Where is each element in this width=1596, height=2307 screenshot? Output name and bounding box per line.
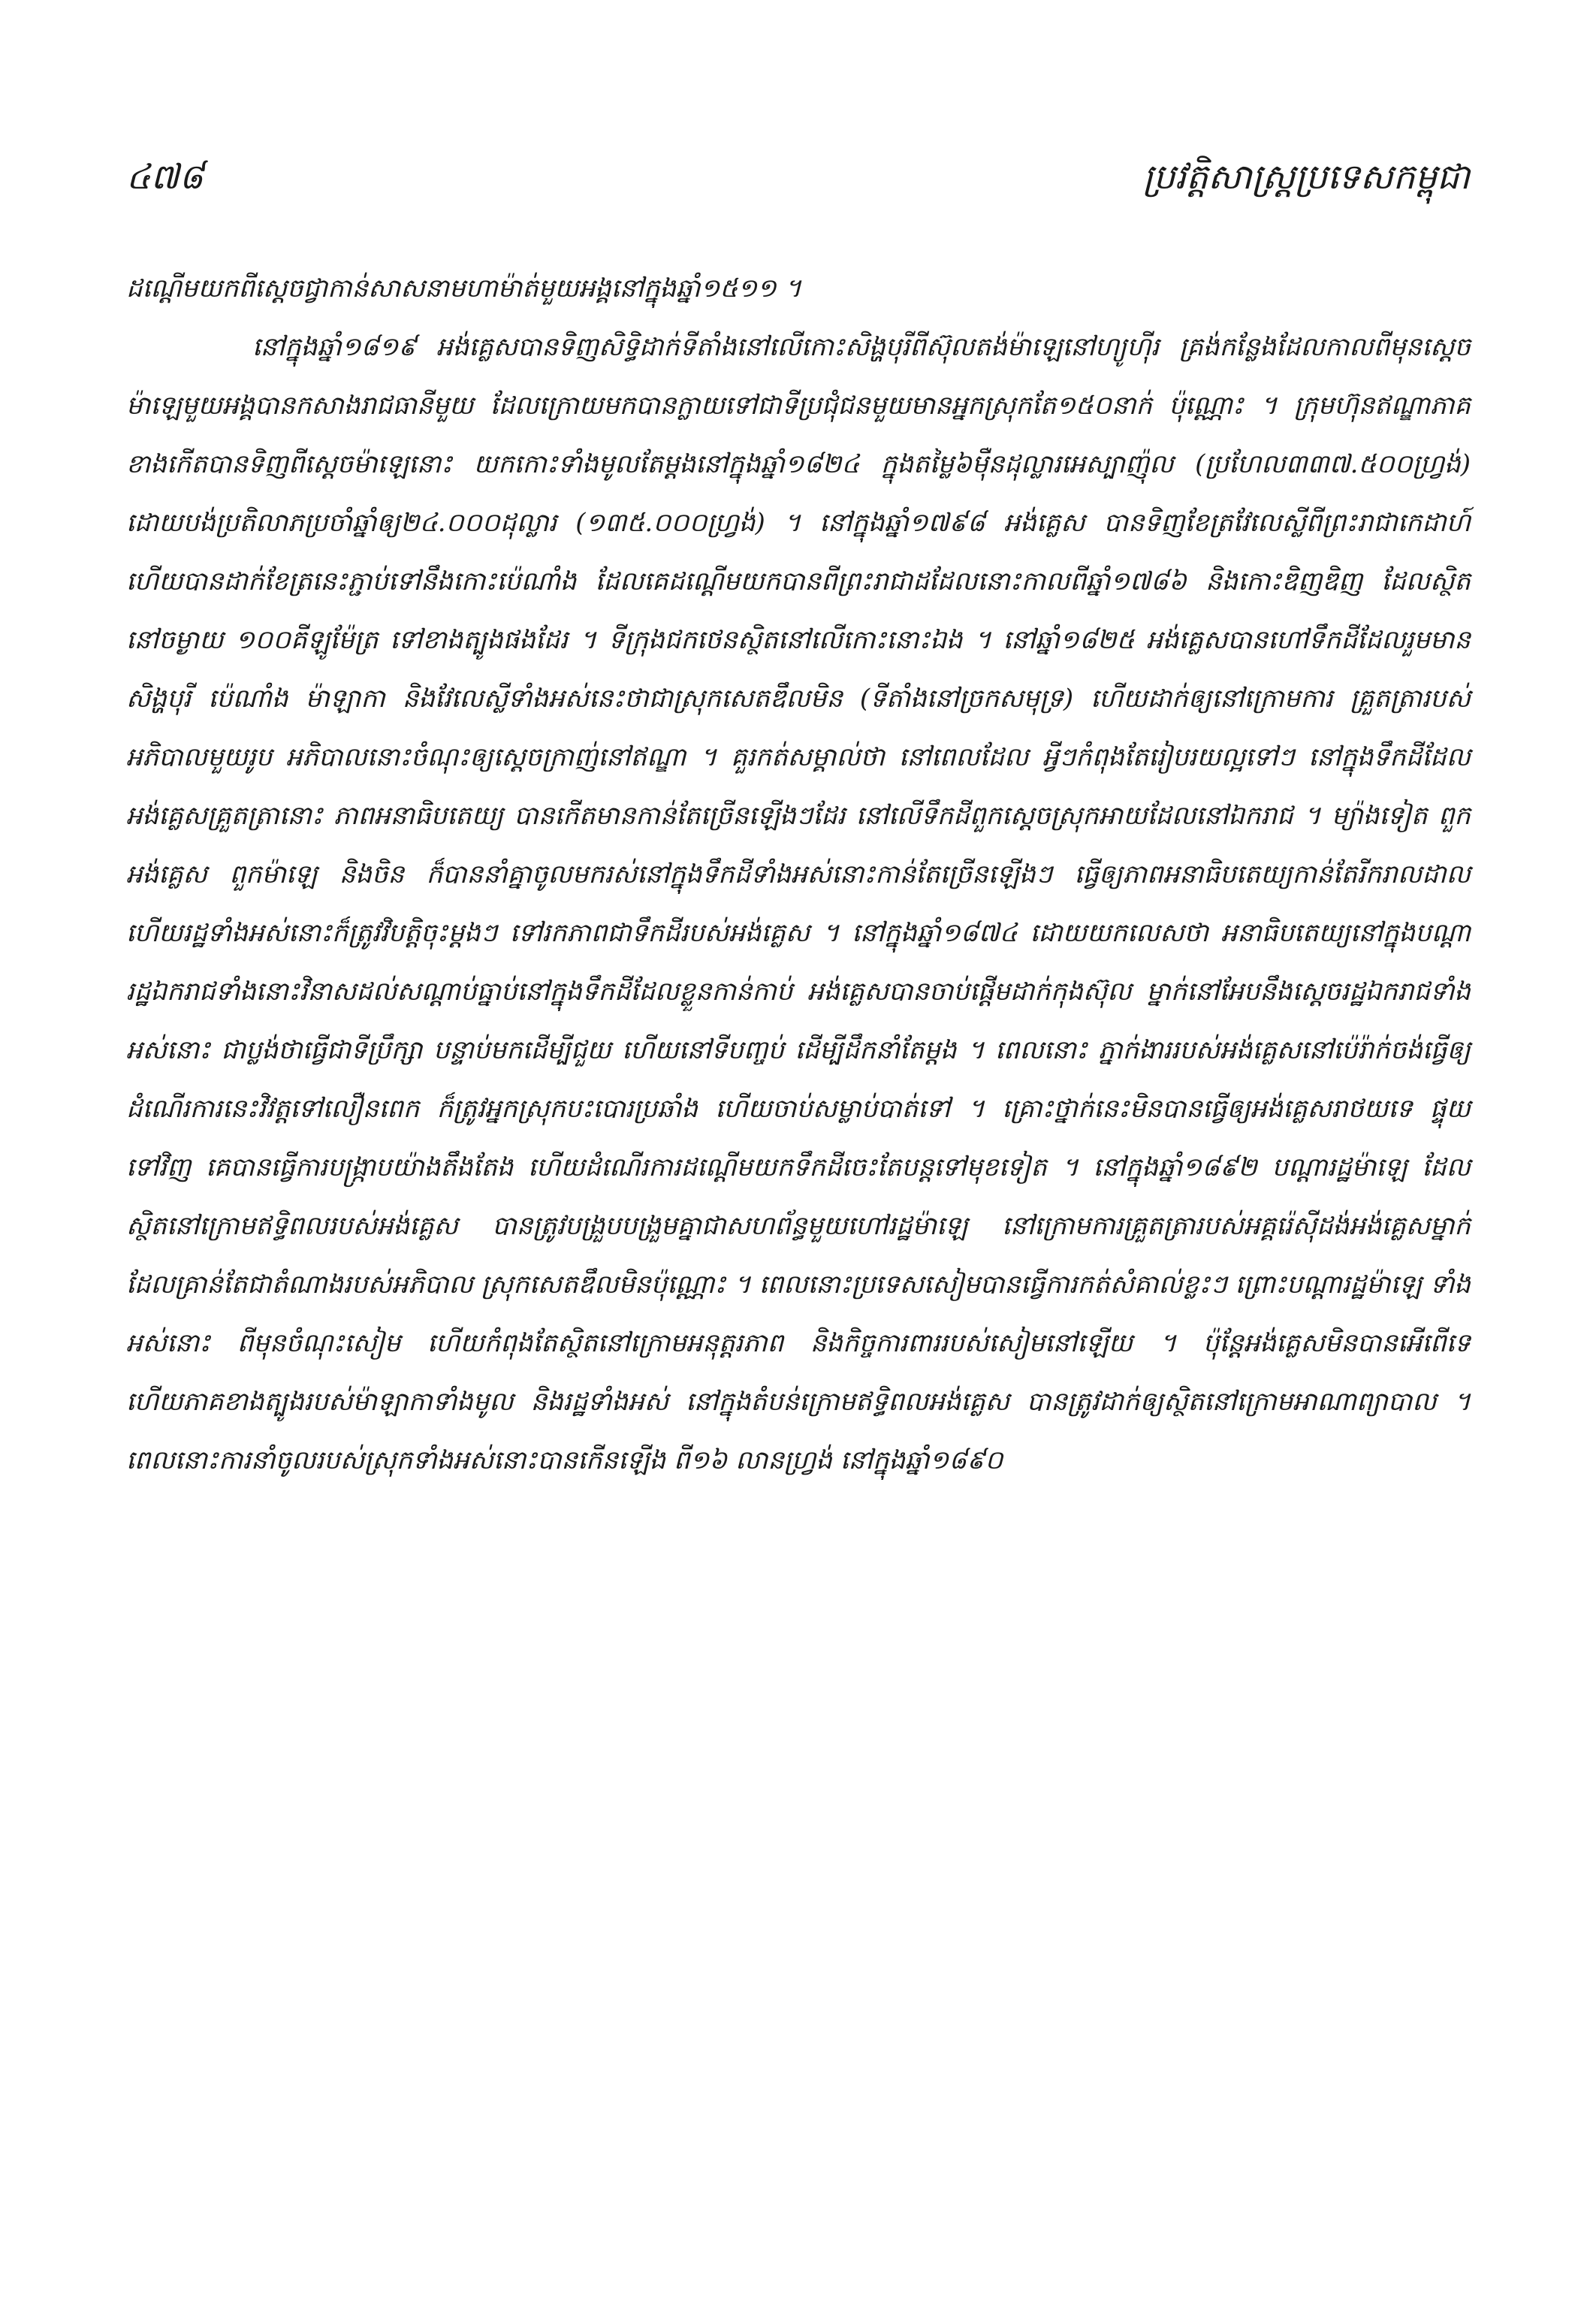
paragraph: នៅក្នុងឆ្នាំ១៨១៩ អង់គ្លេសបានទិញសិទ្ធិដាក់ទីតាំងនៅលើកោះសិង្ហបុរីពីស៊ុលតង់ម៉ាឡេនៅហ្យូហ៊ីរ គ្រង់កន្លែងដែលកាលពីមុនស្ដេចម៉ាឡេមួយអង្គបានកសាងរាជធានីមួយ ដែលក្រោយមកបានក្លាយទៅជាទីប្រជុំជនមួយមានអ្នកស្រុកតែ១៥០នាក់ ប៉ុណ្ណោះ ។ ក្រុមហ៊ុនឥណ្ឌាភាគខាងកើតបានទិញពីស្ដេចម៉ាឡេនោះ យកកោះទាំងមូលតែម្ដងនៅក្នុងឆ្នាំ១៨២៤ ក្នុងតម្លៃ៦ម៉ឺនដុល្លារអេស្បាញ៉ុល (ប្រហែល៣៣៧.៥០០ហ្វ្រង់) ដោយបង់ប្រតិលាភប្រចាំឆ្នាំឲ្យ២៤.០០០ដុល្លារ (១៣៥.០០០ហ្វ្រង់) ។ នៅក្នុងឆ្នាំ១៧៩៨ អង់គ្លេស បានទិញខែត្រវែលេស្លីពីព្រះរាជាកេដាហ៍ ហើយបានដាក់ខែត្រនេះភ្ជាប់ទៅនឹងកោះប៉េណាំង ដែលគេដណ្ដើមយកបានពីព្រះរាជាដដែលនោះកាលពីឆ្នាំ១៧៨៦ និងកោះឌិញឌិញ ដែលស្ថិតនៅចម្ងាយ ១០០គីឡូម៉ែត្រ ទៅខាងត្បូងផងដែរ ។ ទីក្រុងជកថេនស្ថិតនៅលើកោះនោះឯង ។ នៅឆ្នាំ១៨២៥ អង់គ្លេសបានហៅទឹកដីដែលរួមមាន សិង្ហបុរី ប៉េណាំង ម៉ាឡាកា និងវែលេស្លីទាំងអស់នេះថាជាស្រុកសេតឌឹលមិន (ទីតាំងនៅច្រកសមុទ្រ) ហើយដាក់ឲ្យនៅក្រោមការ គ្រួតត្រារបស់អភិបាលមួយរូប អភិបាលនោះចំណុះឲ្យស្ដេចក្រាញ់នៅឥណ្ឌា ។ គួរកត់សម្គាល់ថា នៅពេលដែល អ្វីៗកំពុងតែរៀបរយល្អទៅៗ នៅក្នុងទឹកដីដែលអង់គ្លេសគ្រួតត្រានោះ ភាពអនាធិបតេយ្យ បានកើតមានកាន់តែច្រើនឡើងៗដែរ នៅលើទឹកដីពួកស្ដេចស្រុកអាយដែលនៅឯករាជ ។ ម្យ៉ាងទៀត ពួកអង់គ្លេស ពួកម៉ាឡេ និងចិន ក៏បាននាំគ្នាចូលមករស់នៅក្នុងទឹកដីទាំងអស់នោះកាន់តែច្រើនឡើងៗ ធ្វើឲ្យភាពអនាធិបតេយ្យកាន់តែរីករាលដាល ហើយរដ្ឋទាំងអស់នោះក៏ត្រូវវិបត្តិចុះម្ដងៗ ទៅរកភាពជាទឹកដីរបស់អង់គ្លេស ។ នៅក្នុងឆ្នាំ១៨៧៤ ដោយយកលេសថា អនាធិបតេយ្យនៅក្នុងបណ្ដារដ្ឋឯករាជទាំងនោះវិនាសដល់សណ្ដាប់ធ្នាប់នៅក្នុងទឹកដីដែលខ្លួនកាន់កាប់ អង់គ្លេសបានចាប់ផ្ដើមដាក់កុងស៊ុល ម្នាក់នៅអែបនឹងស្ដេចរដ្ឋឯករាជទាំងអស់នោះ ជាប្លង់ថាធ្វើជាទីប្រឹក្សា បន្ទាប់មកដើម្បីជួយ ហើយនៅទីបញ្ចប់ ដើម្បីដឹកនាំតែម្ដង ។ ពេលនោះ ភ្នាក់ងាររបស់អង់គ្លេសនៅប៉េរ៉ាក់ចង់ធ្វើឲ្យដំណើរការនេះវិវត្តទៅលឿនពេក ក៏ត្រូវអ្នកស្រុកបះបោរប្រឆាំង ហើយចាប់សម្លាប់បាត់ទៅ ។ គ្រោះថ្នាក់នេះមិនបានធ្វើឲ្យអង់គ្លេសរាថយទេ ផ្ទុយទៅវិញ គេបានធ្វើការបង្ក្រាបយ៉ាងតឹងតែង ហើយដំណើរការដណ្ដើមយកទឹកដីចេះតែបន្តទៅមុខទៀត ។ នៅក្នុងឆ្នាំ១៨៩២ បណ្ដារដ្ឋម៉ាឡេ ដែលស្ថិតនៅក្រោមឥទ្ធិពលរបស់អង់គ្លេស បានត្រូវបង្រួបបង្រួមគ្នាជាសហព័ន្ធមួយហៅរដ្ឋម៉ាឡេ នៅក្រោមការគ្រួតត្រារបស់អគ្គរ៉េស៊ីដង់អង់គ្លេសម្នាក់ ដែលគ្រាន់តែជាតំណាងរបស់អភិបាល ស្រុកសេតឌឹលមិនប៉ុណ្ណោះ ។ ពេលនោះប្រទេសសៀមបានធ្វើការកត់សំគាល់ខ្លះៗ ព្រោះបណ្ដារដ្ឋម៉ាឡេ ទាំងអស់នោះ ពីមុនចំណុះសៀម ហើយកំពុងតែស្ថិតនៅក្រោមអនុត្តរភាព និងកិច្ចការពាររបស់សៀមនៅឡើយ ។ ប៉ុន្តែអង់គ្លេសមិនបានអើពើទេ ហើយភាគខាងត្បូងរបស់ម៉ាឡាកាទាំងមូល និងរដ្ឋទាំងអស់ នៅក្នុងតំបន់ក្រោមឥទ្ធិពលអង់គ្លេស បានត្រូវដាក់ឲ្យស្ថិតនៅក្រោមអាណាព្យាបាល ។ ពេលនោះការនាំចូលរបស់ស្រុកទាំងអស់នោះបានកើនឡើង ពី១៦ លានហ្វ្រង់ នៅក្នុងឆ្នាំ១៨៩០ [126,332,1471,1475]
page-header [126,150,1470,210]
paragraph-continuation: ដណ្ដើមយកពីស្ដេចជ្វាកាន់សាសនាមហាម៉ាត់មួយអង្គនៅក្នុងឆ្នាំ១៥១១ ។ [126,273,801,303]
body-text [126,259,1471,1490]
page-number: ៤៧៨ [126,156,204,197]
running-title: ប្រវត្តិសាស្ត្រប្រទេសកម្ពុជា [1142,156,1470,197]
